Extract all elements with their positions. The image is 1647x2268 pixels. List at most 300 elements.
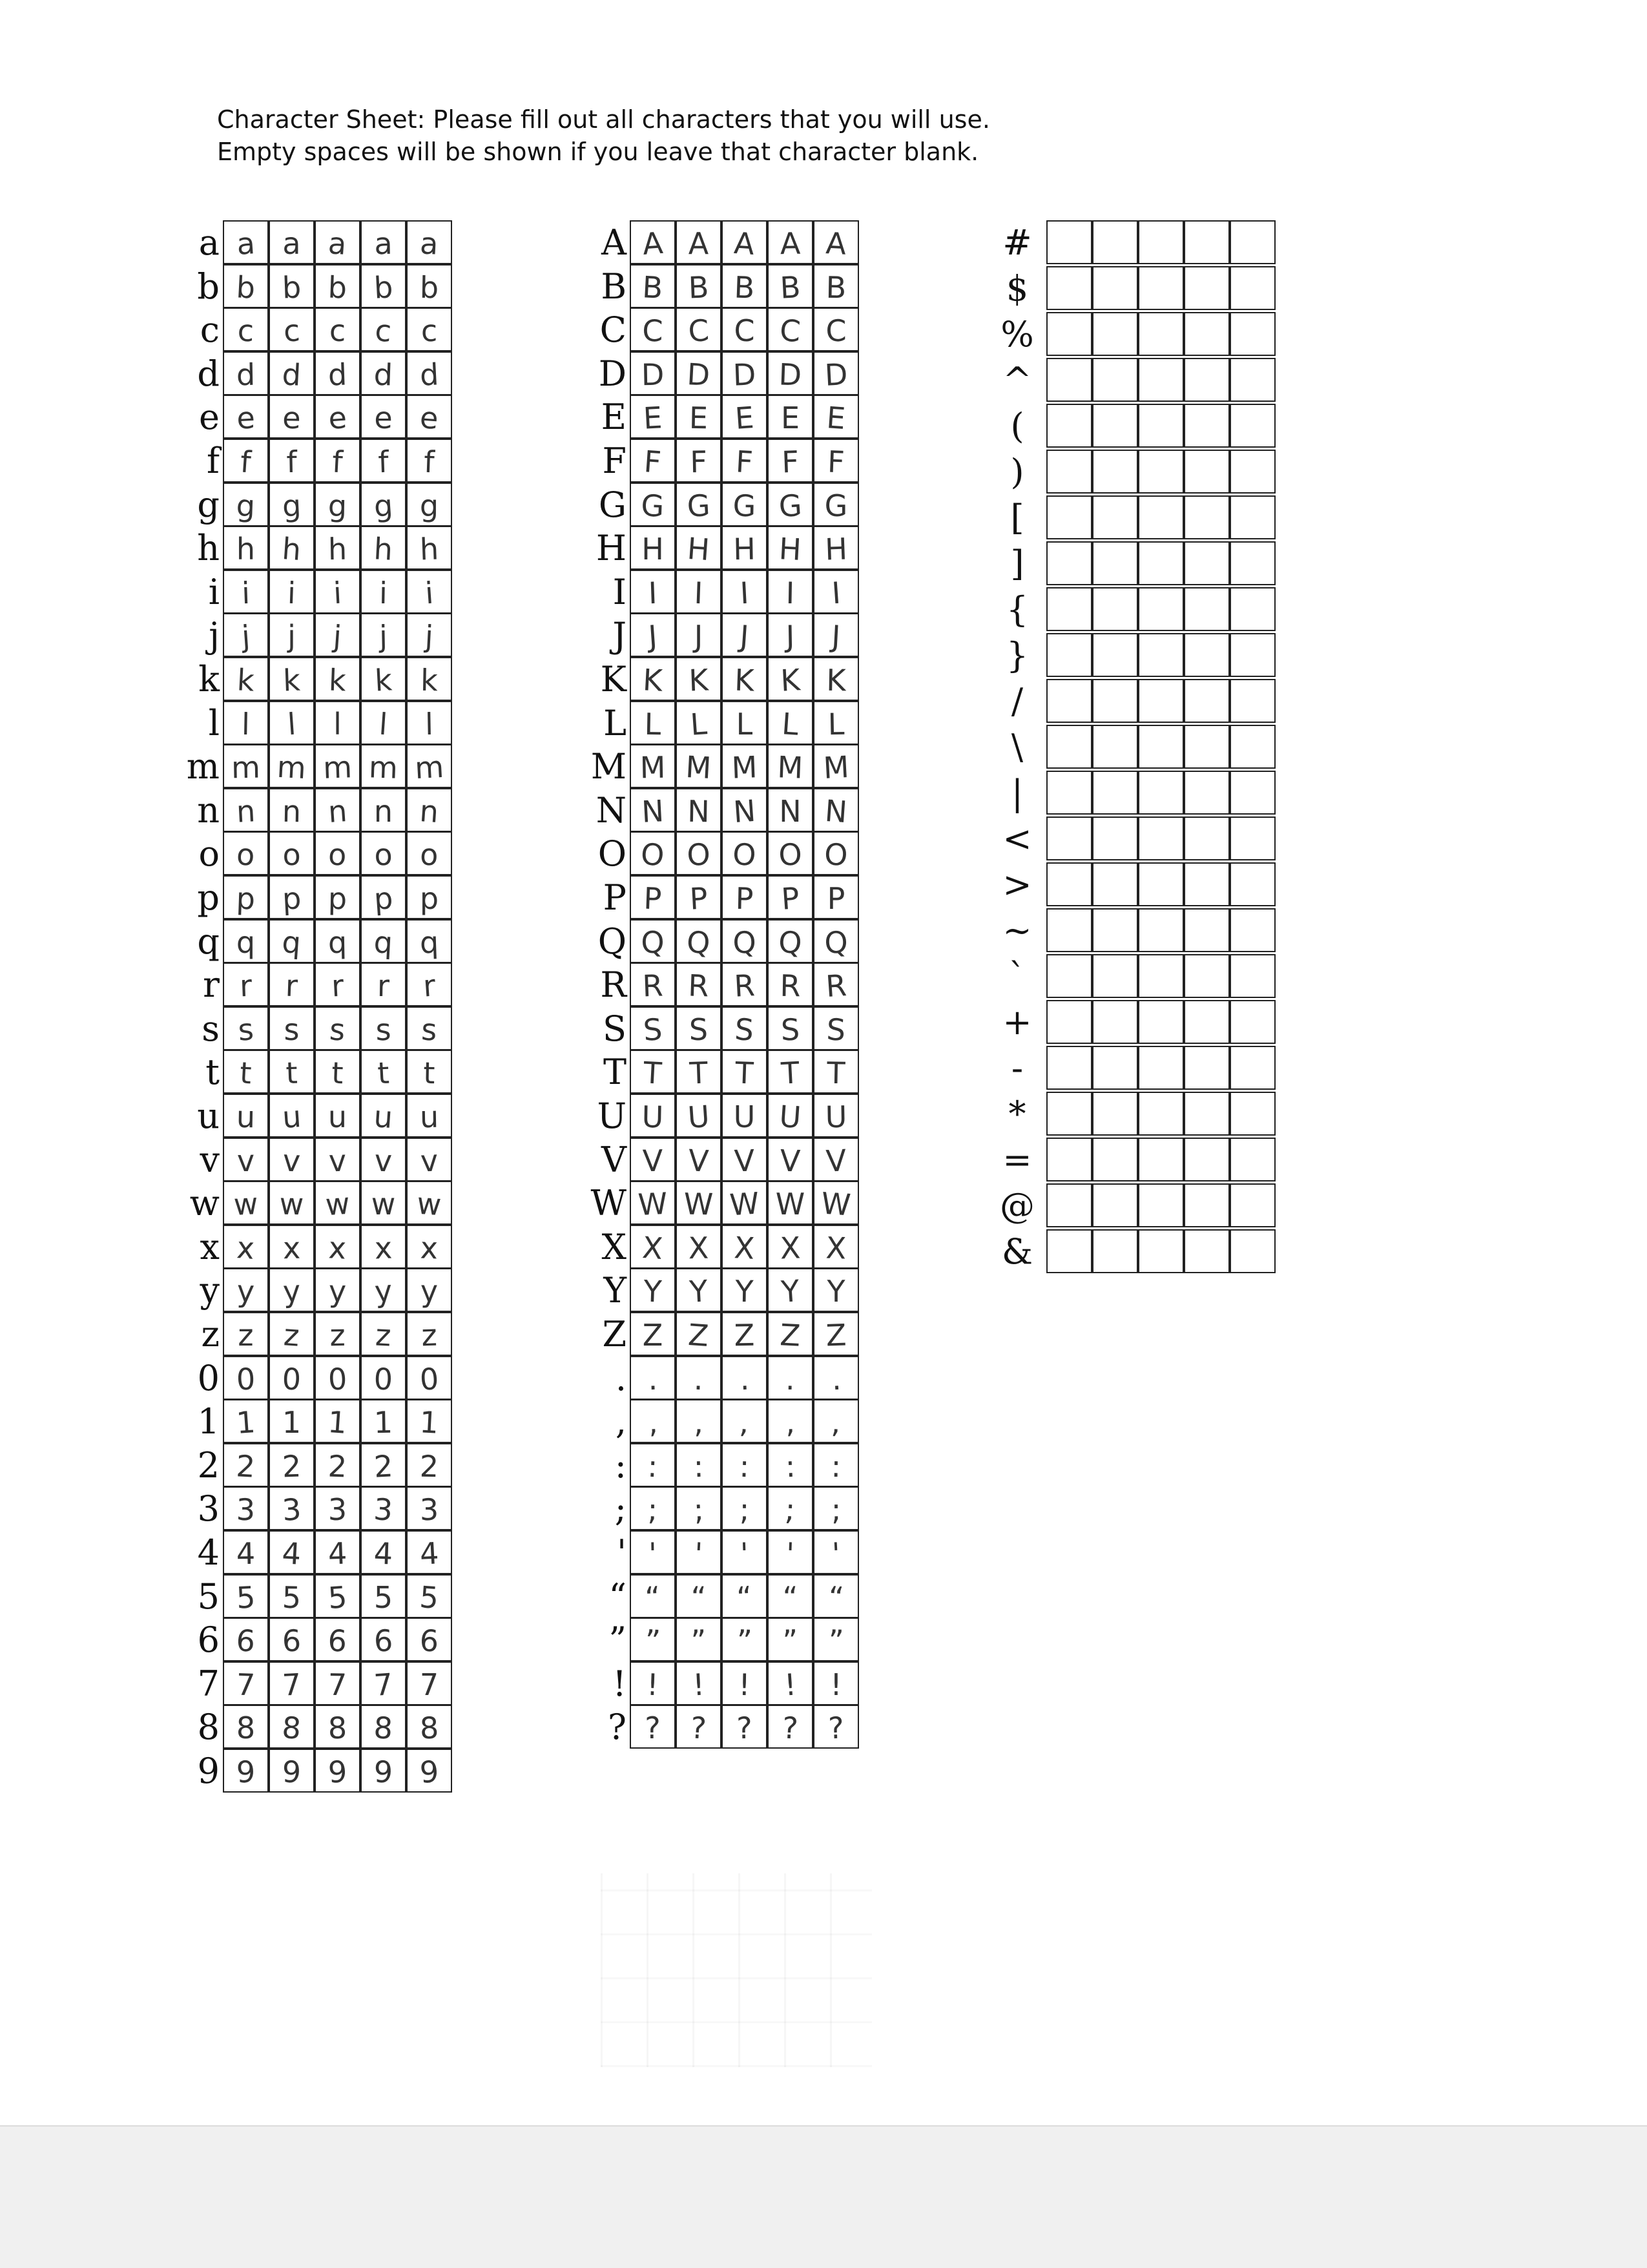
sample-cell[interactable] (1184, 633, 1230, 677)
sample-cell[interactable] (767, 395, 813, 439)
sample-cell[interactable] (315, 788, 360, 832)
sample-cell[interactable] (630, 439, 676, 483)
sample-cell[interactable] (1138, 633, 1184, 677)
sample-cell[interactable] (406, 1268, 452, 1312)
sample-cell[interactable] (813, 788, 859, 832)
sample-cell[interactable] (223, 1138, 269, 1181)
sample-cell[interactable] (767, 1574, 813, 1618)
sample-cell[interactable] (630, 1530, 676, 1574)
sample-cell[interactable] (630, 1661, 676, 1705)
sample-cell[interactable] (721, 657, 767, 701)
sample-cell[interactable] (1046, 954, 1092, 998)
sample-cell[interactable] (721, 220, 767, 264)
sample-cell[interactable] (813, 1486, 859, 1530)
sample-cell[interactable] (767, 744, 813, 788)
sample-cell[interactable] (721, 1399, 767, 1443)
sample-cell[interactable] (1138, 1229, 1184, 1273)
sample-cell[interactable] (721, 875, 767, 919)
sample-cell[interactable] (813, 1050, 859, 1094)
sample-cell[interactable] (1184, 266, 1230, 310)
sample-cell[interactable] (269, 1705, 315, 1749)
sample-cell[interactable] (360, 1486, 406, 1530)
sample-cell[interactable] (1046, 1183, 1092, 1227)
sample-cell[interactable] (721, 1574, 767, 1618)
sample-cell[interactable] (676, 439, 721, 483)
sample-cell[interactable] (630, 307, 676, 351)
sample-cell[interactable] (1230, 1092, 1276, 1136)
sample-cell[interactable] (360, 613, 406, 657)
sample-cell[interactable] (721, 526, 767, 570)
sample-cell[interactable] (315, 1399, 360, 1443)
sample-cell[interactable] (1184, 220, 1230, 264)
sample-cell[interactable] (767, 788, 813, 832)
sample-cell[interactable] (1092, 312, 1138, 356)
sample-cell[interactable] (813, 1530, 859, 1574)
sample-cell[interactable] (223, 1530, 269, 1574)
sample-cell[interactable] (813, 1399, 859, 1443)
sample-cell[interactable] (721, 395, 767, 439)
sample-cell[interactable] (360, 788, 406, 832)
sample-cell[interactable] (767, 1618, 813, 1661)
sample-cell[interactable] (406, 1399, 452, 1443)
sample-cell[interactable] (1046, 679, 1092, 723)
sample-cell[interactable] (1092, 908, 1138, 952)
sample-cell[interactable] (360, 1094, 406, 1138)
sample-cell[interactable] (676, 1312, 721, 1356)
sample-cell[interactable] (630, 1618, 676, 1661)
sample-cell[interactable] (223, 220, 269, 264)
sample-cell[interactable] (721, 1094, 767, 1138)
sample-cell[interactable] (1230, 220, 1276, 264)
sample-cell[interactable] (813, 1225, 859, 1269)
sample-cell[interactable] (1092, 495, 1138, 539)
sample-cell[interactable] (269, 1138, 315, 1181)
sample-cell[interactable] (676, 1661, 721, 1705)
sample-cell[interactable] (630, 657, 676, 701)
sample-cell[interactable] (406, 307, 452, 351)
sample-cell[interactable] (360, 570, 406, 614)
sample-cell[interactable] (676, 483, 721, 526)
sample-cell[interactable] (1046, 817, 1092, 860)
sample-cell[interactable] (269, 1574, 315, 1618)
sample-cell[interactable] (315, 831, 360, 875)
sample-cell[interactable] (1184, 1183, 1230, 1227)
sample-cell[interactable] (813, 1181, 859, 1225)
sample-cell[interactable] (406, 701, 452, 745)
sample-cell[interactable] (676, 831, 721, 875)
sample-cell[interactable] (223, 657, 269, 701)
sample-cell[interactable] (630, 351, 676, 395)
sample-cell[interactable] (315, 1486, 360, 1530)
sample-cell[interactable] (630, 1574, 676, 1618)
sample-cell[interactable] (223, 919, 269, 963)
sample-cell[interactable] (767, 1705, 813, 1749)
sample-cell[interactable] (1046, 450, 1092, 494)
sample-cell[interactable] (721, 1181, 767, 1225)
sample-cell[interactable] (1092, 679, 1138, 723)
sample-cell[interactable] (676, 1181, 721, 1225)
sample-cell[interactable] (767, 526, 813, 570)
sample-cell[interactable] (630, 220, 676, 264)
sample-cell[interactable] (1046, 633, 1092, 677)
sample-cell[interactable] (767, 570, 813, 614)
sample-cell[interactable] (360, 483, 406, 526)
sample-cell[interactable] (813, 1268, 859, 1312)
sample-cell[interactable] (223, 351, 269, 395)
sample-cell[interactable] (1230, 862, 1276, 906)
sample-cell[interactable] (813, 919, 859, 963)
sample-cell[interactable] (630, 613, 676, 657)
sample-cell[interactable] (676, 395, 721, 439)
sample-cell[interactable] (269, 613, 315, 657)
sample-cell[interactable] (721, 1268, 767, 1312)
sample-cell[interactable] (315, 1356, 360, 1400)
sample-cell[interactable] (269, 220, 315, 264)
sample-cell[interactable] (406, 1574, 452, 1618)
sample-cell[interactable] (767, 1006, 813, 1050)
sample-cell[interactable] (1230, 908, 1276, 952)
sample-cell[interactable] (1230, 266, 1276, 310)
sample-cell[interactable] (1230, 1138, 1276, 1181)
sample-cell[interactable] (767, 1661, 813, 1705)
sample-cell[interactable] (406, 1094, 452, 1138)
sample-cell[interactable] (813, 570, 859, 614)
sample-cell[interactable] (1230, 725, 1276, 769)
sample-cell[interactable] (1092, 954, 1138, 998)
sample-cell[interactable] (767, 439, 813, 483)
sample-cell[interactable] (1046, 587, 1092, 631)
sample-cell[interactable] (315, 307, 360, 351)
sample-cell[interactable] (676, 1486, 721, 1530)
sample-cell[interactable] (1138, 541, 1184, 585)
sample-cell[interactable] (269, 351, 315, 395)
sample-cell[interactable] (813, 1705, 859, 1749)
sample-cell[interactable] (1138, 1092, 1184, 1136)
sample-cell[interactable] (315, 613, 360, 657)
sample-cell[interactable] (406, 1749, 452, 1793)
sample-cell[interactable] (1046, 541, 1092, 585)
sample-cell[interactable] (315, 395, 360, 439)
sample-cell[interactable] (223, 1618, 269, 1661)
sample-cell[interactable] (1184, 541, 1230, 585)
sample-cell[interactable] (269, 788, 315, 832)
sample-cell[interactable] (406, 395, 452, 439)
sample-cell[interactable] (676, 1094, 721, 1138)
sample-cell[interactable] (315, 1443, 360, 1487)
sample-cell[interactable] (721, 788, 767, 832)
sample-cell[interactable] (813, 220, 859, 264)
sample-cell[interactable] (676, 1225, 721, 1269)
sample-cell[interactable] (315, 439, 360, 483)
sample-cell[interactable] (767, 1486, 813, 1530)
sample-cell[interactable] (721, 1443, 767, 1487)
sample-cell[interactable] (360, 1006, 406, 1050)
sample-cell[interactable] (1092, 541, 1138, 585)
sample-cell[interactable] (1138, 266, 1184, 310)
sample-cell[interactable] (1138, 725, 1184, 769)
sample-cell[interactable] (1046, 1092, 1092, 1136)
sample-cell[interactable] (813, 1574, 859, 1618)
sample-cell[interactable] (315, 1181, 360, 1225)
sample-cell[interactable] (1230, 404, 1276, 448)
sample-cell[interactable] (1230, 1046, 1276, 1090)
sample-cell[interactable] (315, 1705, 360, 1749)
sample-cell[interactable] (360, 1443, 406, 1487)
sample-cell[interactable] (676, 1705, 721, 1749)
sample-cell[interactable] (269, 1486, 315, 1530)
sample-cell[interactable] (1184, 1092, 1230, 1136)
sample-cell[interactable] (1092, 1183, 1138, 1227)
sample-cell[interactable] (630, 1225, 676, 1269)
sample-cell[interactable] (269, 1356, 315, 1400)
sample-cell[interactable] (676, 570, 721, 614)
sample-cell[interactable] (315, 1094, 360, 1138)
sample-cell[interactable] (630, 1138, 676, 1181)
sample-cell[interactable] (1230, 312, 1276, 356)
sample-cell[interactable] (406, 526, 452, 570)
sample-cell[interactable] (1092, 862, 1138, 906)
sample-cell[interactable] (406, 1006, 452, 1050)
sample-cell[interactable] (360, 1530, 406, 1574)
sample-cell[interactable] (1230, 1183, 1276, 1227)
sample-cell[interactable] (360, 1312, 406, 1356)
sample-cell[interactable] (813, 1443, 859, 1487)
sample-cell[interactable] (315, 919, 360, 963)
sample-cell[interactable] (1092, 358, 1138, 402)
sample-cell[interactable] (360, 1705, 406, 1749)
sample-cell[interactable] (269, 701, 315, 745)
sample-cell[interactable] (1092, 725, 1138, 769)
sample-cell[interactable] (721, 264, 767, 308)
sample-cell[interactable] (721, 744, 767, 788)
sample-cell[interactable] (1230, 817, 1276, 860)
sample-cell[interactable] (813, 439, 859, 483)
sample-cell[interactable] (1092, 220, 1138, 264)
sample-cell[interactable] (767, 1268, 813, 1312)
sample-cell[interactable] (223, 1661, 269, 1705)
sample-cell[interactable] (676, 1006, 721, 1050)
sample-cell[interactable] (315, 1006, 360, 1050)
sample-cell[interactable] (360, 526, 406, 570)
sample-cell[interactable] (1138, 358, 1184, 402)
sample-cell[interactable] (1092, 1000, 1138, 1044)
sample-cell[interactable] (269, 1094, 315, 1138)
sample-cell[interactable] (1230, 1229, 1276, 1273)
sample-cell[interactable] (223, 1094, 269, 1138)
sample-cell[interactable] (1230, 450, 1276, 494)
sample-cell[interactable] (269, 962, 315, 1006)
sample-cell[interactable] (406, 351, 452, 395)
sample-cell[interactable] (406, 264, 452, 308)
sample-cell[interactable] (269, 1443, 315, 1487)
sample-cell[interactable] (767, 307, 813, 351)
sample-cell[interactable] (1138, 862, 1184, 906)
sample-cell[interactable] (1230, 495, 1276, 539)
sample-cell[interactable] (767, 919, 813, 963)
sample-cell[interactable] (630, 1486, 676, 1530)
sample-cell[interactable] (360, 220, 406, 264)
sample-cell[interactable] (406, 439, 452, 483)
sample-cell[interactable] (269, 657, 315, 701)
sample-cell[interactable] (630, 1094, 676, 1138)
sample-cell[interactable] (223, 831, 269, 875)
sample-cell[interactable] (269, 526, 315, 570)
sample-cell[interactable] (721, 1138, 767, 1181)
sample-cell[interactable] (223, 962, 269, 1006)
sample-cell[interactable] (721, 1006, 767, 1050)
sample-cell[interactable] (1138, 1138, 1184, 1181)
sample-cell[interactable] (1138, 1183, 1184, 1227)
sample-cell[interactable] (721, 701, 767, 745)
sample-cell[interactable] (315, 351, 360, 395)
sample-cell[interactable] (1046, 1000, 1092, 1044)
sample-cell[interactable] (406, 220, 452, 264)
sample-cell[interactable] (360, 875, 406, 919)
sample-cell[interactable] (767, 220, 813, 264)
sample-cell[interactable] (223, 1705, 269, 1749)
sample-cell[interactable] (1138, 312, 1184, 356)
sample-cell[interactable] (315, 1312, 360, 1356)
sample-cell[interactable] (813, 351, 859, 395)
sample-cell[interactable] (406, 962, 452, 1006)
sample-cell[interactable] (630, 1312, 676, 1356)
sample-cell[interactable] (315, 1225, 360, 1269)
sample-cell[interactable] (767, 613, 813, 657)
sample-cell[interactable] (315, 1138, 360, 1181)
sample-cell[interactable] (360, 1618, 406, 1661)
sample-cell[interactable] (676, 264, 721, 308)
sample-cell[interactable] (1138, 954, 1184, 998)
sample-cell[interactable] (813, 701, 859, 745)
sample-cell[interactable] (721, 831, 767, 875)
sample-cell[interactable] (223, 1050, 269, 1094)
sample-cell[interactable] (269, 1399, 315, 1443)
sample-cell[interactable] (676, 1050, 721, 1094)
sample-cell[interactable] (1046, 358, 1092, 402)
sample-cell[interactable] (360, 962, 406, 1006)
sample-cell[interactable] (406, 1138, 452, 1181)
sample-cell[interactable] (360, 1181, 406, 1225)
sample-cell[interactable] (315, 220, 360, 264)
sample-cell[interactable] (315, 1749, 360, 1793)
sample-cell[interactable] (676, 1356, 721, 1400)
sample-cell[interactable] (1138, 450, 1184, 494)
sample-cell[interactable] (223, 395, 269, 439)
sample-cell[interactable] (269, 1749, 315, 1793)
sample-cell[interactable] (767, 1399, 813, 1443)
sample-cell[interactable] (269, 1268, 315, 1312)
sample-cell[interactable] (223, 570, 269, 614)
sample-cell[interactable] (630, 1399, 676, 1443)
sample-cell[interactable] (767, 1050, 813, 1094)
sample-cell[interactable] (406, 657, 452, 701)
sample-cell[interactable] (813, 395, 859, 439)
sample-cell[interactable] (676, 1443, 721, 1487)
sample-cell[interactable] (676, 1574, 721, 1618)
sample-cell[interactable] (406, 1705, 452, 1749)
sample-cell[interactable] (269, 1225, 315, 1269)
sample-cell[interactable] (721, 351, 767, 395)
sample-cell[interactable] (767, 1530, 813, 1574)
sample-cell[interactable] (676, 1268, 721, 1312)
sample-cell[interactable] (767, 1094, 813, 1138)
sample-cell[interactable] (630, 919, 676, 963)
sample-cell[interactable] (1138, 495, 1184, 539)
sample-cell[interactable] (406, 1661, 452, 1705)
sample-cell[interactable] (315, 483, 360, 526)
sample-cell[interactable] (767, 701, 813, 745)
sample-cell[interactable] (813, 1312, 859, 1356)
sample-cell[interactable] (315, 1661, 360, 1705)
sample-cell[interactable] (315, 570, 360, 614)
sample-cell[interactable] (721, 1530, 767, 1574)
sample-cell[interactable] (315, 1050, 360, 1094)
sample-cell[interactable] (630, 264, 676, 308)
sample-cell[interactable] (813, 831, 859, 875)
sample-cell[interactable] (813, 264, 859, 308)
sample-cell[interactable] (630, 701, 676, 745)
sample-cell[interactable] (676, 220, 721, 264)
sample-cell[interactable] (676, 307, 721, 351)
sample-cell[interactable] (630, 1705, 676, 1749)
sample-cell[interactable] (315, 1268, 360, 1312)
sample-cell[interactable] (676, 701, 721, 745)
sample-cell[interactable] (315, 1618, 360, 1661)
sample-cell[interactable] (360, 701, 406, 745)
sample-cell[interactable] (269, 875, 315, 919)
sample-cell[interactable] (223, 1749, 269, 1793)
sample-cell[interactable] (630, 831, 676, 875)
sample-cell[interactable] (269, 1661, 315, 1705)
sample-cell[interactable] (223, 1225, 269, 1269)
sample-cell[interactable] (767, 831, 813, 875)
sample-cell[interactable] (406, 1486, 452, 1530)
sample-cell[interactable] (676, 1138, 721, 1181)
sample-cell[interactable] (721, 1661, 767, 1705)
sample-cell[interactable] (767, 1356, 813, 1400)
sample-cell[interactable] (676, 875, 721, 919)
sample-cell[interactable] (721, 1486, 767, 1530)
sample-cell[interactable] (223, 613, 269, 657)
sample-cell[interactable] (1184, 450, 1230, 494)
sample-cell[interactable] (223, 483, 269, 526)
sample-cell[interactable] (813, 1661, 859, 1705)
sample-cell[interactable] (1138, 1000, 1184, 1044)
sample-cell[interactable] (630, 526, 676, 570)
sample-cell[interactable] (360, 351, 406, 395)
sample-cell[interactable] (813, 1138, 859, 1181)
sample-cell[interactable] (767, 1225, 813, 1269)
sample-cell[interactable] (721, 1225, 767, 1269)
sample-cell[interactable] (360, 1574, 406, 1618)
sample-cell[interactable] (223, 1006, 269, 1050)
sample-cell[interactable] (406, 1181, 452, 1225)
sample-cell[interactable] (406, 919, 452, 963)
sample-cell[interactable] (406, 744, 452, 788)
sample-cell[interactable] (1046, 725, 1092, 769)
sample-cell[interactable] (406, 1530, 452, 1574)
sample-cell[interactable] (315, 962, 360, 1006)
sample-cell[interactable] (406, 1225, 452, 1269)
sample-cell[interactable] (406, 875, 452, 919)
sample-cell[interactable] (1184, 495, 1230, 539)
sample-cell[interactable] (676, 1618, 721, 1661)
sample-cell[interactable] (1046, 1138, 1092, 1181)
sample-cell[interactable] (1230, 541, 1276, 585)
sample-cell[interactable] (406, 1443, 452, 1487)
sample-cell[interactable] (269, 919, 315, 963)
sample-cell[interactable] (1138, 587, 1184, 631)
